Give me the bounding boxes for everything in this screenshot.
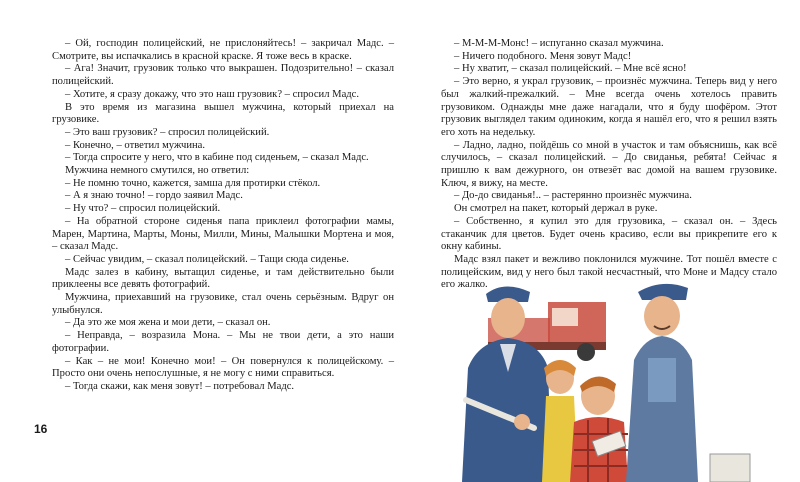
paragraph: – Это верно, я украл грузовик, – произнёс мужчина. Теперь вид у него был жалкий-прежалкий. – Мне всегда очень хотелось править грузовиком. Однажды мне даже нагадали, что я буду шофёром. Этот грузовик выглядел таким одиноким, когда я нашёл его, что я решил взять его хоть на недельку.: [441, 76, 777, 138]
paragraph: – Как – не мои! Конечно мои! – Он повернулся к полицейскому. – Просто они очень непослушные, я не могу с ними справиться.: [52, 355, 394, 380]
paragraph: – Да это же моя жена и мои дети, – сказал он.: [65, 317, 271, 329]
man-with-cap-figure: [626, 284, 750, 482]
policeman-figure: [462, 286, 552, 482]
paragraph: – Это ваш грузовик? – спросил полицейский.: [65, 126, 270, 138]
paragraph: – До-до свиданья!.. – растерянно произнёс мужчина.: [454, 190, 692, 202]
paragraph: – Ой, господин полицейский, не прислоняйтесь! – закричал Мадс. – Смотрите, вы испачкались в красной краске. Я тоже весь в краске.: [52, 38, 394, 62]
page-number: 16: [34, 422, 48, 436]
paragraph: – Неправда, – возразила Мона. – Мы не твои дети, а это наши фотографии.: [52, 330, 394, 354]
paragraph: – Ну хватит, – сказал полицейский. – Мне всё ясно!: [454, 63, 687, 75]
paragraph: Мадс взял пакет и вежливо поклонился мужчине. Тот пошёл вместе с полицейским, вид у него был такой несчастный, что Моне и Мадсу стало его жалко.: [441, 253, 777, 291]
paragraph: – Ну что? – спросил полицейский.: [65, 203, 221, 215]
left-text-column: [52, 38, 394, 394]
paragraph: Мадс залез в кабину, вытащил сиденье, и там действительно были приклеены все девять фотографий.: [52, 266, 394, 291]
paragraph: – На обратной стороне сиденья папа приклеил фотографии мамы, Марен, Мартина, Марты, Моны, Милли, Мины, Малышки Мортена и моя, – сказал Мадс.: [52, 215, 394, 253]
paragraph: – Ага! Значит, грузовик только что выкрашен. Подозрительно! – сказал полицейский.: [52, 63, 394, 88]
paragraph: – М-М-М-Монс! – испуганно сказал мужчина.: [454, 38, 664, 49]
paragraph: Мужчина немного смутился, но ответил:: [65, 165, 250, 177]
paragraph: – Собственно, я купил это для грузовика, – сказал он. – Здесь стаканчик для цветов. Будет очень красиво, если вы прикрепите его к окну кабины.: [441, 215, 777, 253]
paragraph: Он смотрел на пакет, который держал в руке.: [454, 203, 658, 215]
paragraph: – Ладно, ладно, пойдёшь со мной в участок и там объяснишь, как всё случилось, – сказал полицейский. – До свиданья, ребята! Сейчас я пришлю к вам дежурного, он отвезёт вас домой на вашем грузовике. Ключ, я вижу, на месте.: [441, 139, 777, 189]
illustration-police-and-children: [448, 272, 790, 482]
paragraph: – Сейчас увидим, – сказал полицейский. – Тащи сюда сиденье.: [65, 253, 349, 265]
right-text-column: [441, 38, 777, 292]
paragraph: – Тогда скажи, как меня зовут! – потребовал Мадс.: [65, 380, 295, 392]
paragraph: – Конечно, – ответил мужчина.: [65, 139, 206, 151]
paragraph: – А я знаю точно! – гордо заявил Мадс.: [65, 190, 243, 202]
boy-figure: [570, 376, 628, 482]
paragraph: В это время из магазина вышел мужчина, который приехал на грузовике.: [52, 101, 394, 126]
paragraph: Мужчина, приехавший на грузовике, стал очень серьёзным. Вдруг он улыбнулся.: [52, 292, 394, 316]
paragraph: – Тогда спросите у него, что в кабине под сиденьем, – сказал Мадс.: [65, 152, 369, 164]
paragraph: – Хотите, я сразу докажу, что это наш грузовик? – спросил Мадс.: [65, 88, 360, 100]
paragraph: – Ничего подобного. Меня зовут Мадс!: [454, 50, 632, 62]
paragraph: – Не помню точно, кажется, замша для протирки стёкол.: [65, 177, 321, 189]
